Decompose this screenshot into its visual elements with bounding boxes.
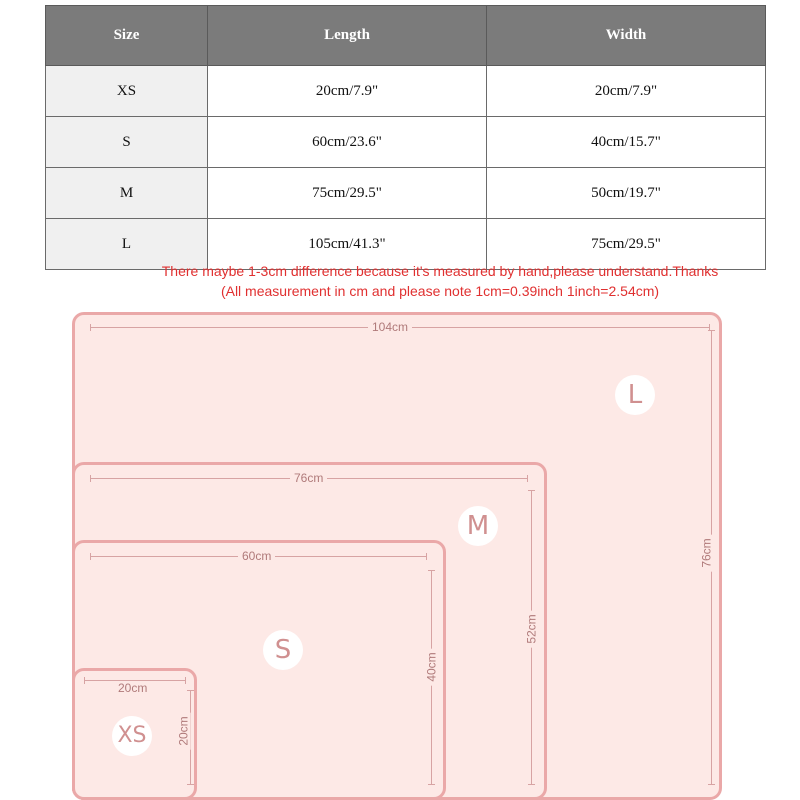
width-label-m: 76cm bbox=[290, 471, 327, 485]
header-width: Width bbox=[487, 6, 766, 66]
height-label-s: 40cm bbox=[425, 648, 439, 685]
size-cell: M bbox=[46, 168, 208, 219]
dimension-tick bbox=[426, 553, 427, 560]
height-label-l: 76cm bbox=[700, 534, 714, 571]
header-size: Size bbox=[46, 6, 208, 66]
dimension-tick bbox=[187, 690, 194, 691]
width-label-s: 60cm bbox=[238, 549, 275, 563]
length-cell: 75cm/29.5" bbox=[208, 168, 487, 219]
height-label-m: 52cm bbox=[525, 610, 539, 647]
dimension-tick bbox=[187, 784, 194, 785]
conversion-note: (All measurement in cm and please note 1cm=0.39inch 1inch=2.54cm) bbox=[220, 283, 660, 299]
dimension-tick bbox=[90, 475, 91, 482]
length-cell: 60cm/23.6" bbox=[208, 117, 487, 168]
dimension-tick bbox=[185, 677, 186, 684]
table-row bbox=[46, 219, 766, 270]
size-cell: L bbox=[46, 219, 208, 270]
dimension-tick bbox=[84, 677, 85, 684]
dimension-tick bbox=[90, 324, 91, 331]
dimension-tick bbox=[528, 784, 535, 785]
table-row bbox=[46, 66, 766, 117]
size-badge-m: M bbox=[458, 506, 498, 546]
dimension-tick bbox=[428, 784, 435, 785]
width-cell: 40cm/15.7" bbox=[487, 117, 766, 168]
height-label-xs: 20cm bbox=[177, 712, 191, 749]
dimension-tick bbox=[528, 490, 535, 491]
size-badge-s: S bbox=[263, 630, 303, 670]
size-badge-l: L bbox=[615, 375, 655, 415]
dimension-tick bbox=[90, 553, 91, 560]
width-cell: 50cm/19.7" bbox=[487, 168, 766, 219]
length-cell: 20cm/7.9" bbox=[208, 66, 487, 117]
table-header-row bbox=[46, 6, 766, 66]
dimension-tick bbox=[527, 475, 528, 482]
length-cell: 105cm/41.3" bbox=[208, 219, 487, 270]
size-cell: S bbox=[46, 117, 208, 168]
table-row bbox=[46, 168, 766, 219]
dimension-tick bbox=[428, 570, 435, 571]
size-table bbox=[45, 5, 766, 270]
dimension-tick bbox=[708, 784, 715, 785]
width-label-l: 104cm bbox=[368, 320, 412, 334]
width-cell: 75cm/29.5" bbox=[487, 219, 766, 270]
dimension-tick bbox=[708, 330, 715, 331]
size-cell: XS bbox=[46, 66, 208, 117]
measurement-note: There maybe 1-3cm difference because it's measured by hand,please understand.Thanks bbox=[161, 263, 719, 279]
header-length: Length bbox=[208, 6, 487, 66]
size-badge-xs: XS bbox=[112, 716, 152, 756]
width-label-xs: 20cm bbox=[114, 681, 151, 695]
table-row bbox=[46, 117, 766, 168]
width-cell: 20cm/7.9" bbox=[487, 66, 766, 117]
